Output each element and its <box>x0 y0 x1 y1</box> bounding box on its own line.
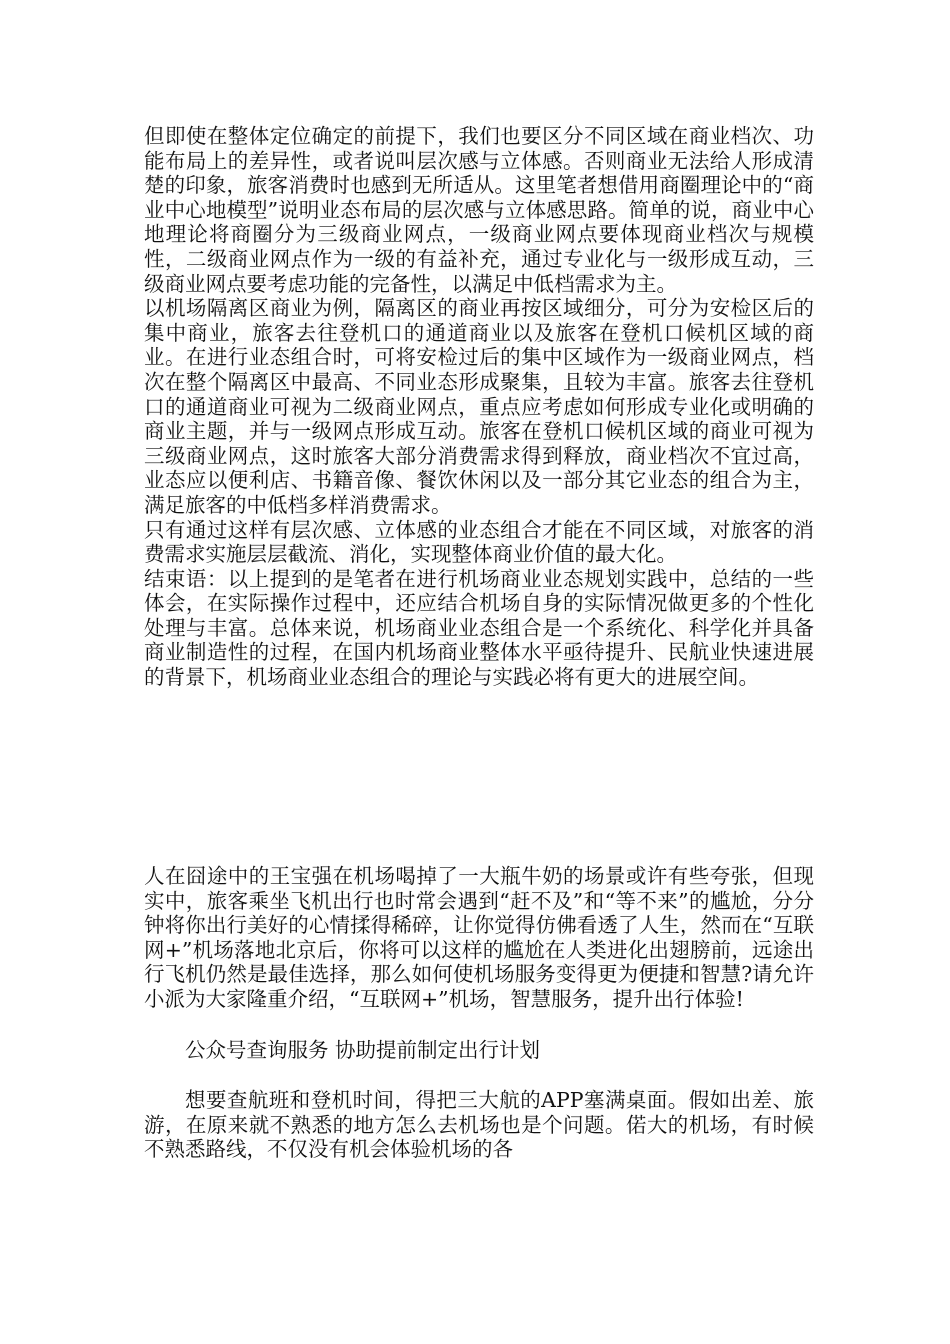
paragraph-value-maximization: 只有通过这样有层次感、立体感的业态组合才能在不同区域，对旅客的消费需求实施层层截流、消化，实现整体商业价值的最大化。 <box>144 517 814 567</box>
paragraph-conclusion: 结束语：以上提到的是笔者在进行机场商业业态规划实践中，总结的一些体会，在实际操作过程中，还应结合机场自身的实际情况做更多的个性化处理与丰富。总体来说，机场商业业态组合是一个系统化、科学化并具备商业制造性的过程，在国内机场商业整体水平亟待提升、民航业快速进展的背景下，机场商业业态组合的理论与实践必将有更大的进展空间。 <box>144 566 814 690</box>
document-page <box>144 124 814 1162</box>
paragraph-intro: 人在囧途中的王宝强在机场喝掉了一大瓶牛奶的场景或许有些夸张，但现实中，旅客乘坐飞机出行也时常会遇到“赶不及”和“等不来”的尴尬，分分钟将你出行美好的心情揉得稀碎，让你觉得仿佛看透了人生，然而在“互联网+”机场落地北京后，你将可以这样的尴尬在人类进化出翅膀前，远途出行飞机仍然是最佳选择，那么如何使机场服务变得更为便捷和智慧?请允许小派为大家隆重介绍，“互联网+”机场，智慧服务，提升出行体验! <box>144 864 814 1011</box>
paragraph-layering: 但即使在整体定位确定的前提下，我们也要区分不同区域在商业档次、功能布局上的差异性，或者说叫层次感与立体感。否则商业无法给人形成清楚的印象，旅客消费时也感到无所适从。这里笔者想借用商圈理论中的“商业中心地模型”说明业态布局的层次感与立体感思路。简单的说，商业中心地理论将商圈分为三级商业网点，一级商业网点要体现商业档次与规模性，二级商业网点作为一级的有益补充，通过专业化与一级形成互动，三级商业网点要考虑功能的完备性，以满足中低档需求为主。 <box>144 124 814 296</box>
section-smart-airport <box>144 864 814 1162</box>
section-heading: 公众号查询服务 协助提前制定出行计划 <box>185 1037 541 1062</box>
paragraph-body: 想要查航班和登机时间，得把三大航的APP塞满桌面。假如出差、旅游，在原来就不熟悉的地方怎么去机场也是个问题。偌大的机场，有时候不熟悉路线，不仅没有机会体验机场的各 <box>144 1088 814 1162</box>
section-commercial-planning <box>144 124 814 690</box>
paragraph-airport-example: 以机场隔离区商业为例，隔离区的商业再按区域细分，可分为安检区后的集中商业，旅客去往登机口的通道商业以及旅客在登机口候机区域的商业。在进行业态组合时，可将安检过后的集中区域作为一级商业网点，档次在整个隔离区中最高、不同业态形成聚集，且较为丰富。旅客去往登机口的通道商业可视为二级商业网点，重点应考虑如何形成专业化或明确的商业主题，并与一级网点形成互动。旅客在登机口候机区域的商业可视为三级商业网点，这时旅客大部分消费需求得到释放，商业档次不宜过高，业态应以便利店、书籍音像、餐饮休闲以及一部分其它业态的组合为主，满足旅客的中低档多样消费需求。 <box>144 296 814 517</box>
